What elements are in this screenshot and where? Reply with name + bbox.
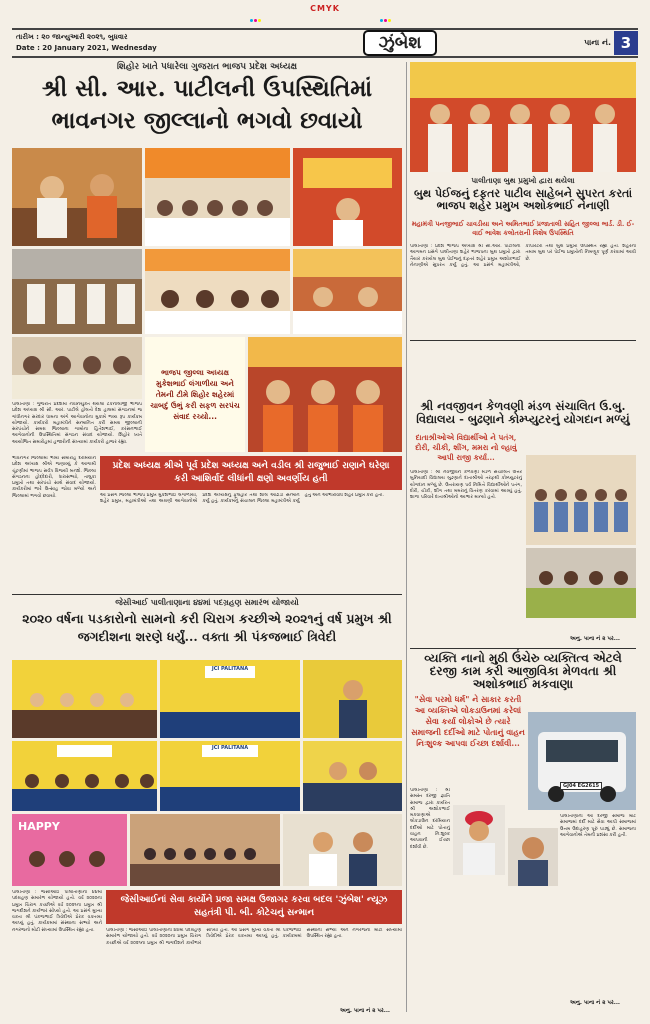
right2-red-intro: દાતાશ્રીઓએ વિદ્યાર્થીઓ ને પતંગ, દોરી, ચીકી, શીંગ, મમરા નો લ્હાવું આપી રાજી કર્યા... — [415, 433, 517, 462]
masthead — [12, 28, 638, 58]
lead-text-c: આ પ્રસંગે જિલ્લા ભાજપ પ્રમુખ મુકેશભાઈ લંગાળીયા, શહેર પ્રમુખ, મહામંત્રીઓ તથા અગ્રણી આગેવાનોએ પ્રદેશ અધ્યક્ષનું ફૂલહાર તથા શાલ ઓઢાડી સન્માન કર્યું હતું. કાર્યક્રમનું સંચાલન જિલ્લા મહામંત્રીએ કર્યું હતું અને આભારવિધિ શહેર પ્રમુખે કરી હતી. — [100, 493, 384, 505]
lead-photo-1 — [12, 148, 142, 246]
right2-text: પાલીતાણા : શ્રી નવજીવન કેળવણી મંડળ સંચાલિત ઉત્તર બુનિયાદી વિદ્યાલય બુઢણાને દાતાશ્રીઓ તરફથી કોમ્પ્યુટરનું યોગદાન મળ્યું છે. ઉત્તરાયણ પર્વ નિમિત્તે વિદ્યાર્થીઓને પતંગ, દોરી, ચીકી, શીંગ તથા મમરાનું વિતરણ કરવામાં આવ્યું હતું. શાળા પરિવારે દાતાશ્રીઓનો આભાર માન્યો હતો. — [410, 470, 522, 501]
right3-text-b: પાલીતાણાના આ દરજી સમાજ માટે સમાજમાં દર્દી માટે સેવા આપી સમાજમાં ઉત્તમ ઉદાહરણ પૂરું પાડ્યું છે. સમાજના આગેવાનોએ તેમની પ્રશંસા કરી હતી. — [560, 814, 636, 838]
jci-continued: અનુ. પાના નં ૨ પર... — [340, 1008, 391, 1014]
jci-photo-8 — [130, 814, 280, 886]
lead-photo-7 — [12, 337, 142, 399]
right1-kicker: પાલીતાણા બુથ પ્રમુખો દ્વારા થયેલા — [471, 176, 575, 185]
date-gujarati: તારીખ : ૨૦ જાન્યુઆરી ૨૦૨૧, બુધવાર — [16, 33, 128, 41]
registration-dots-right — [380, 7, 392, 11]
logo-wrapper — [252, 30, 548, 56]
jci-text: પાલીતાણા : જેસીઆઈ પાલીતાણાનો ૪૪મો પદગ્રહણ સમારંભ યોજાયો હતો. વર્ષ ૨૦૨૦ના પ્રમુખ ચિરાગ કચ્છીએ વર્ષ ૨૦૨૧ના પ્રમુખ શ્રી જગદીશને કાર્યભાર સોંપ્યો હતો. આ પ્રસંગે મુખ્ય વક્તા શ્રી પંકજભાઈ ત્રિવેદીએ પ્રેરક વક્તવ્ય આપ્યું હતું. કાર્યક્રમમાં સંસ્થાના સભ્યો અને નગરજનો મોટી સંખ્યામાં ઉપસ્થિત રહ્યા હતા. — [12, 890, 102, 933]
lead-photo-2 — [145, 148, 290, 246]
right2-photo-1 — [526, 455, 636, 545]
rule-right3 — [410, 648, 636, 649]
masthead-dates — [12, 32, 252, 54]
jci-photo-4 — [12, 741, 157, 811]
right2-photo-2 — [526, 548, 636, 618]
right3-vehicle-photo — [528, 712, 636, 810]
right3-text-a: પાલીતાણા : શ્રી સમસ્ત દરજી જ્ઞાતિ સમાજ દ્વારા કાર્યરત શ્રી અશોકભાઈ મકવાણાએ લોકડાઉન દરમિયાન દર્દીઓ માટે પોતાનું વાહન નિઃશુલ્ક આપવાની ઈચ્છા દર્શાવી છે. — [410, 788, 450, 850]
jci-photo-3 — [303, 660, 402, 738]
lead-text-a: પાલીતાણા : ગુજરાત પ્રદેશમાં નવનિયુક્ત થયેલા ટેકનોલોજી ભાજપ પ્રદેશ અધ્યક્ષ શ્રી સી. આર. પાટીલે હોલતો દેશ હાલમાં સંગઠનમાં જ ગાંધીનગર સરદાર ધામના અંગે આગેવાનોના મુકામે ભવ્ય રૂપ કાર્યક્રમ યોજાયો. કાર્યકરો મહામંત્રીને સન્માનિત કરી સમગ્ર જીલ્લાની સરપંચોને સમગ્ર જિલ્લાના ગામોના હિતેશભાઈ, કરસનભાઈ આગેવાનોની ઉપસ્થિતિમાં સંગઠન સંવાદ યોજાયો. શિહોર ખાતે આયોજિત સમારોહમાં હજારોની સંખ્યામાં કાર્યકરો હાજર રહ્યા. — [12, 402, 142, 445]
lead-photo-5 — [145, 249, 290, 334]
lead-headline-line2: ભાવનગર જીલ્લાનો ભગવો છવાયો — [51, 107, 363, 134]
vehicle-number-plate: GJ04 EG2615 — [560, 782, 602, 790]
right2-headline: શ્રી નવજીવન કેળવણી મંડળ સંચાલિત ઉ.બુ. વિદ્યાલય - બુઢણાને કોમ્પ્યુટરનું યોગદાન મળ્યું — [416, 399, 630, 426]
right3-continued: અનુ. પાના નં ૨ પર... — [570, 1000, 621, 1006]
page-indicator — [548, 31, 638, 55]
jci-photo-7 — [12, 814, 127, 886]
jci-banner-label-1: JCI PALITANA — [211, 666, 249, 672]
jci-kicker: જેસીઆઈ પાલીતાણાના ૪૪માં પદગ્રહણ સમારંભ યોજાયો — [115, 598, 299, 607]
cmyk-marker: CMYK — [310, 4, 340, 13]
lead-headline-line1: શ્રી સી. આર. પાટીલની ઉપસ્થિતિમાં — [41, 75, 373, 102]
page-label: પાના નં. — [584, 38, 611, 47]
newspaper-logo: ઝુંબેશ — [363, 30, 438, 56]
jci-award-banner: જેસીઆઈનાં સેવા કાર્યોને પ્રજા સમક્ષ ઉજાગર કરવા બદલ 'ઝુંબેશ' ન્યૂઝ સહતંત્રી પી. બી. કોટેચનું સન્માન — [106, 890, 402, 924]
lead-caption-box: ભાજપ જીલ્લા અધ્યક્ષ મુકેશભાઈ લંગાળીયા અને તેમની ટીમે શિહોર શહેરમાં ચાબદું ઉભું કરી સફળ સરપંચ સંવાદ રચ્યો... — [145, 337, 245, 452]
rule-jci — [12, 594, 402, 595]
jci-headline: ૨૦૨૦ વર્ષના પડકારોનો સામનો કરી ચિરાગ કચ્છીએ ૨૦૨૧નું વર્ષ પ્રમુખ શ્રી જગદીશના શરણે ધર્યું... વક્તા શ્રી પંકજભાઈ ત્રિવેદી — [22, 611, 392, 644]
date-english: Date : 20 January 2021, Wednesday — [16, 44, 157, 52]
registration-dots-left — [250, 7, 262, 11]
right3-headline: વ્યક્તિ નાનો મુઠી ઉંચેરુ વ્યક્તિત્વ એટલે દરજી કામ કરી આજીવિકા મેળવતા શ્રી અશોકભાઈ મકવાણા — [424, 651, 622, 692]
jci-photo-2 — [160, 660, 300, 738]
lead-kicker: શિહોર ખાતે પધારેલા ગુજરાત ભાજપ પ્રદેશ અધ્યક્ષ — [116, 62, 298, 72]
right3-quote: "સેવા પરમો ધર્મ" ને સાકાર કરતી આ વ્યક્તિએ લોકડાઉનમાં કરેલાં સેવા કર્યા લોકોએ છે ત્યારે સમાજની દર્દીઓ માટે પોતાનું વાહન નિઃશુલ્ક આપવા ઈચ્છા દર્શાવી... — [411, 694, 525, 748]
lead-red-banner: પ્રદેશ અધ્યક્ષ શ્રીએ પૂર્વ પ્રદેશ અધ્યક્ષ અને વડીલ શ્રી રાજુભાઈ રાણાને ઘરેણા કરી આશિર્વાદ લીધાંની ક્ષણો અવર્ણીય હતી — [100, 456, 402, 490]
jci-photo-6 — [303, 741, 402, 811]
jci-text-continued: પાલીતાણા : જેસીઆઈ પાલીતાણાનો ૪૪મો પદગ્રહણ સમારંભ યોજાયો હતો. વર્ષ ૨૦૨૦ના પ્રમુખ ચિરાગ કચ્છીએ વર્ષ ૨૦૨૧ના પ્રમુખ શ્રી જગદીશને કાર્યભાર સોંપ્યો હતો. આ પ્રસંગે મુખ્ય વક્તા શ્રી પંકજભાઈ ત્રિવેદીએ પ્રેરક વક્તવ્ય આપ્યું હતું. કાર્યક્રમમાં સંસ્થાના સભ્યો અને નગરજનો મોટી સંખ્યામાં ઉપસ્થિત રહ્યા હતા. — [106, 928, 402, 946]
lead-photo-3 — [293, 148, 402, 246]
jci-photo-5 — [160, 741, 300, 811]
right3-portrait-2 — [508, 828, 558, 886]
jci-banner-label-2: JCI PALITANA — [211, 745, 249, 751]
right1-photo — [410, 62, 636, 172]
right2-continued: અનુ. પાના નં ૨ પર... — [570, 636, 621, 642]
lead-photo-8 — [248, 337, 402, 452]
right1-subhead: મહામંત્રી પનજીભાઈ ચાવડીયા અને અમિતભાઈ પ્રજાતાલી સહિત જીલ્લા ભાર્ડ. ડી. ઈ-વાઈ ભાવેશ કલોતરાની વિશેષ ઉપસ્થિતિ — [411, 220, 635, 237]
happy-banner-text: HAPPY — [18, 820, 60, 833]
page-number: 3 — [614, 31, 638, 55]
right1-headline: બુથ પેઈજનું દફતર પાટીલ સાહેબને સુપરત કરતાં ભાજપ શહેર પ્રમુખ અશોકભાઈ નેનાણી — [413, 187, 633, 213]
jci-photo-9 — [283, 814, 402, 886]
lead-photo-6 — [293, 249, 402, 334]
lead-text-b: ભાવનગર જિલ્લામાં ભવ્ય સમારોહ દરમિયાન પ્રદેશ અધ્યક્ષ શ્રીએ જણાવ્યું કે આગામી ચૂંટણીમાં ભાજપ સર્વત્ર વિજયી બનશે. જિલ્લા સંગઠનના હોદ્દેદારો, ધારાસભ્યો, તાલુકા પ્રમુખો તથા સરપંચો સાથે સંવાદ યોજાયો. કાર્યકરોમાં ભારે ઉત્સાહ જોવા મળ્યો અને જિલ્લામાં ભગવો છવાયો. — [12, 456, 96, 499]
rule-right2 — [410, 340, 636, 341]
column-separator — [406, 62, 407, 1012]
right1-text: પાલીતાણા : પ્રદેશ ભાજપ અધ્યક્ષ શ્રી સી.આર. પાટીલના આગમન પ્રસંગે પાલીતાણા શહેર ભાજપના બુથ પ્રમુખો દ્વારા તૈયાર કરાયેલ બુથ પેઈજનું દફતર શહેર પ્રમુખ અશોકભાઈ નેનાણીએ સુપરત કર્યું હતું. આ પ્રસંગે મહામંત્રીઓ, કોર્પોરેટરો તથા બુથ પ્રમુખો ઉપસ્થિત રહ્યા હતા. શહેરના તમામ બુથ પર પેઈજ પ્રમુખોની નિમણૂક પૂર્ણ કરવામાં આવી છે. — [410, 244, 636, 268]
right3-portrait-1 — [453, 805, 505, 875]
jci-photo-1 — [12, 660, 157, 738]
lead-photo-4 — [12, 249, 142, 334]
